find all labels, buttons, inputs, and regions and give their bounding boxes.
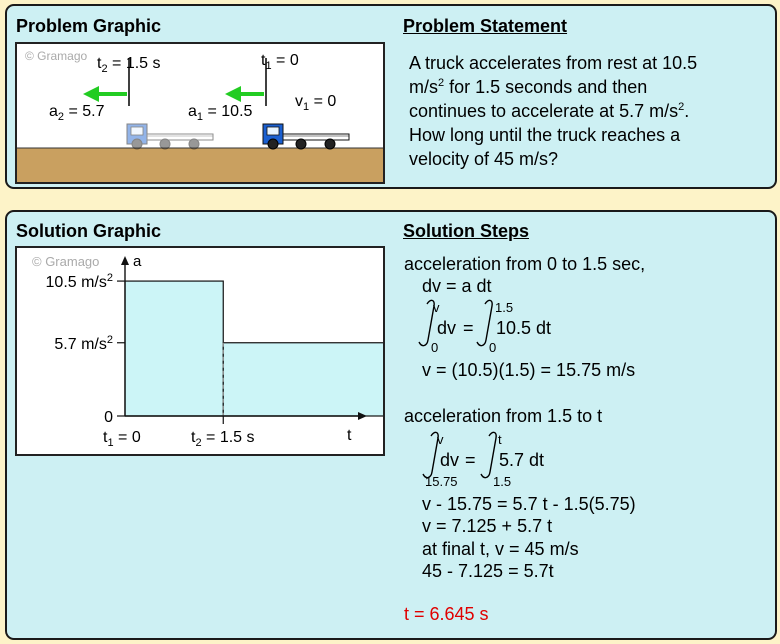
- step-3: v = (10.5)(1.5) = 15.75 m/s: [422, 360, 636, 380]
- y-tick-label-5.7: 5.7 $m/s^2$: [54, 333, 113, 353]
- problem-statement: [409, 51, 769, 171]
- problem-graphic-svg: [17, 44, 383, 182]
- statement-line-3: continues to accelerate at 5.7 $m/s^2$.: [409, 101, 690, 121]
- int2-upper-right: t: [498, 432, 502, 447]
- y-tick-label-10.5: 10.5 $m/s^2$: [45, 272, 113, 292]
- integral-1: [413, 296, 613, 356]
- v1-label: $v_1 = 0$: [295, 93, 337, 113]
- solution-graphic: [15, 246, 385, 456]
- x-tick-label-t1: $t_1 = 0$: [103, 429, 141, 449]
- y-tick-label-0: 0: [104, 409, 113, 426]
- int2-lower-left: 15.75: [425, 474, 458, 489]
- x-tick-label-t2: $t_2 = 1.5$ s: [191, 429, 255, 449]
- int2-lower-right: 1.5: [493, 474, 512, 489]
- statement-line-2: $m/s^2$ for 1.5 seconds and then: [409, 77, 648, 97]
- statement-line-5: velocity of 45 m/s?: [409, 149, 559, 169]
- integral-sign-icon: [419, 300, 434, 345]
- integral-sign-icon: [481, 432, 496, 477]
- accel-segment-1: [125, 281, 223, 416]
- step-5: v - 15.75 = 5.7 t - 1.5(5.75): [422, 494, 636, 514]
- acceleration-arrow-1: [225, 86, 264, 102]
- int1-equals: =: [463, 318, 474, 338]
- step-8: 45 - 7.125 = 5.7t: [422, 561, 554, 581]
- int1-upper-left: v: [433, 300, 440, 315]
- step-4: acceleration from 1.5 to t: [404, 406, 603, 426]
- solution-panel: [5, 210, 777, 640]
- problem-graphic: [15, 42, 385, 184]
- solution-steps-title: Solution Steps: [403, 221, 529, 241]
- statement-line-1: A truck accelerates from rest at 10.5: [409, 53, 698, 73]
- x-axis-label: t: [347, 427, 352, 444]
- solution-graphic-title: Solution Graphic: [16, 221, 162, 241]
- int2-body-right: 5.7 dt: [499, 450, 545, 470]
- a1-label: $a_1 = 10.5$: [188, 103, 253, 123]
- final-answer: t = 6.645 s: [404, 604, 489, 624]
- statement-line-4: How long until the truck reaches a: [409, 125, 681, 145]
- problem-panel: [5, 4, 777, 189]
- int1-lower-right: 0: [489, 340, 497, 355]
- step-7: at final t, v = 45 m/s: [422, 539, 579, 559]
- int1-lower-left: 0: [431, 340, 439, 355]
- t1-label: $t_1 = 0$: [261, 52, 299, 72]
- problem-statement-title: Problem Statement: [403, 16, 568, 36]
- ground: [17, 148, 383, 182]
- accel-segment-2: [223, 343, 383, 416]
- int1-body-left: dv: [437, 318, 457, 338]
- truck-position-2-icon: [127, 124, 213, 149]
- integral-sign-icon: [477, 300, 492, 345]
- int2-equals: =: [465, 450, 476, 470]
- step-6: v = 7.125 + 5.7 t: [422, 516, 553, 536]
- int2-body-left: dv: [440, 450, 460, 470]
- integral-2: [413, 428, 613, 490]
- acceleration-graph: [17, 248, 383, 454]
- watermark: © Gramago: [32, 254, 100, 269]
- truck-position-1-icon: [263, 124, 349, 149]
- step-2: dv = a dt: [422, 276, 492, 296]
- a2-label: $a_2 = 5.7$: [49, 103, 105, 123]
- int1-body-right: 10.5 dt: [496, 318, 552, 338]
- step-1: acceleration from 0 to 1.5 sec,: [404, 254, 646, 274]
- problem-graphic-title: Problem Graphic: [16, 16, 162, 36]
- t2-label: $t_2 = 1.5$ s: [97, 55, 161, 75]
- int1-upper-right: 1.5: [495, 300, 514, 315]
- y-axis-label: a: [133, 253, 142, 270]
- acceleration-arrow-2: [83, 86, 127, 102]
- y-axis-arrow: [121, 256, 129, 265]
- integral-sign-icon: [423, 432, 438, 477]
- watermark: © Gramago: [25, 49, 88, 63]
- int2-upper-left: v: [437, 432, 444, 447]
